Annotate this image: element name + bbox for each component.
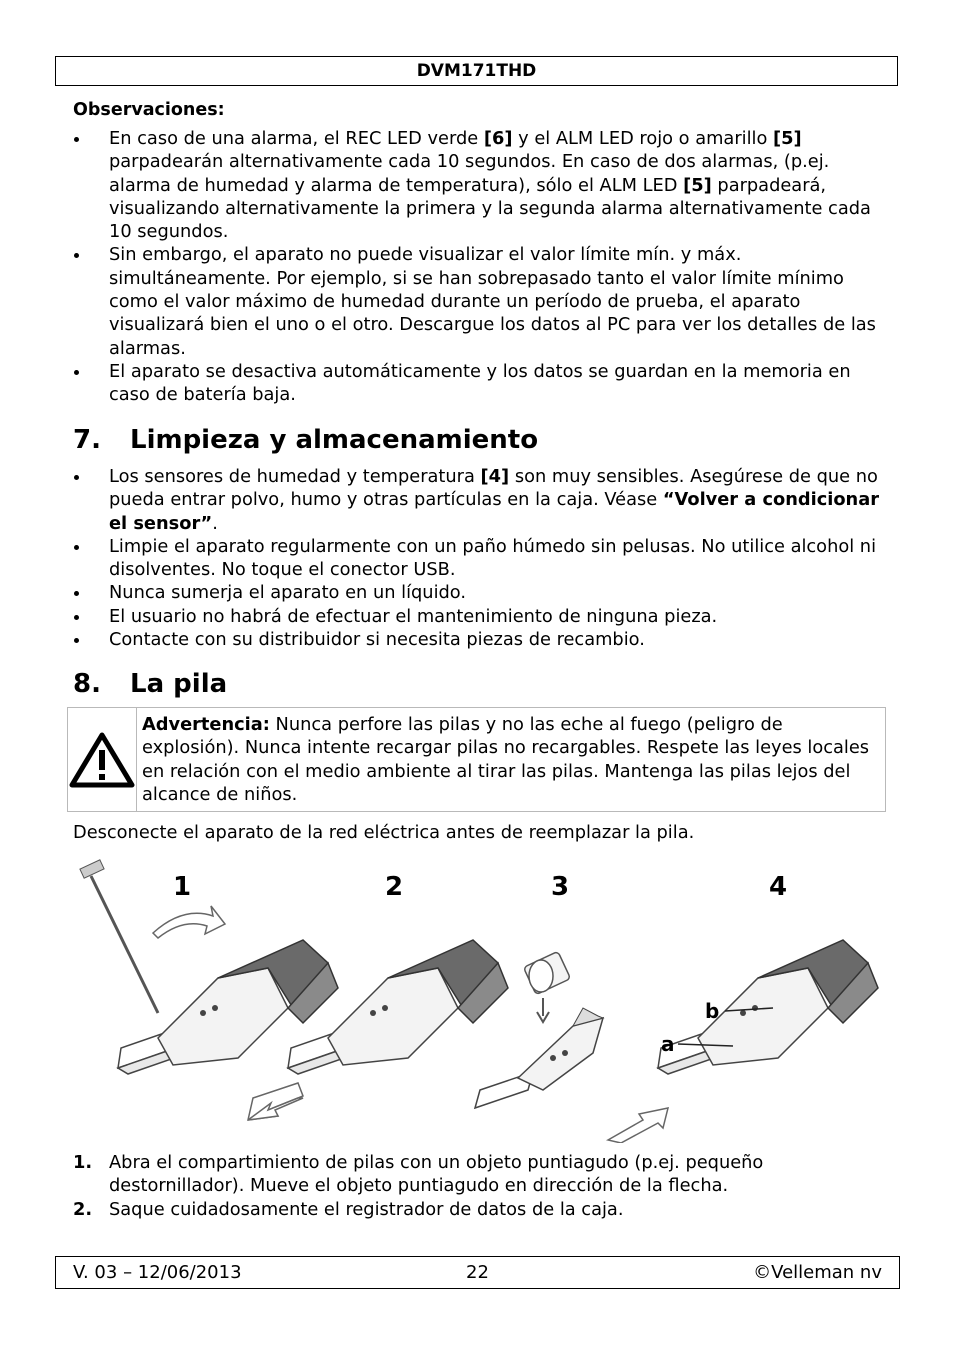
list-item: Sin embargo, el aparato no puede visualizar el valor límite mín. y máx. simultáneamente. Por ejemplo, si se han sobrepasado tanto el valor límite mínimo como el valor máximo de humedad durante un período de prueba, el aparato visualizará bien el uno o el otro. Descargue los datos al PC para ver los detalles de las alarmas. xyxy=(73,243,885,359)
battery-replacement-figure xyxy=(73,858,883,1143)
header-title: DVM171THD xyxy=(416,61,537,81)
observaciones-list xyxy=(73,127,885,407)
list-item: El usuario no habrá de efectuar el mantenimiento de ninguna pieza. xyxy=(73,605,885,628)
list-item: Nunca sumerja el aparato en un líquido. xyxy=(73,581,885,604)
warning-box xyxy=(67,707,886,812)
list-item: El aparato se desactiva automáticamente y los datos se guardan en la memoria en caso de batería baja. xyxy=(73,360,885,407)
list-item: Los sensores de humedad y temperatura [4] son muy sensibles. Asegúrese de que no pueda entrar polvo, humo y otras partículas en la caja. Véase “Volver a condicionar el sensor”. xyxy=(73,465,885,535)
list-item: Limpie el aparato regularmente con un paño húmedo sin pelusas. No utilice alcohol ni disolventes. No toque el conector USB. xyxy=(73,535,885,582)
figure-label-step-4: 4 xyxy=(769,872,788,902)
footer-copyright: ©Velleman nv xyxy=(753,1262,882,1283)
figure-label-step-3: 3 xyxy=(551,872,570,902)
figure-label-step-2: 2 xyxy=(385,872,404,902)
figure-label-step-1: 1 xyxy=(173,872,192,902)
list-item: 2. Saque cuidadosamente el registrador de datos de la caja. xyxy=(73,1198,624,1220)
section-8-heading: 8. La pila xyxy=(73,669,228,699)
battery-steps xyxy=(73,1151,885,1221)
list-item: Contacte con su distribuidor si necesita piezas de recambio. xyxy=(73,628,885,651)
list-item: En caso de una alarma, el REC LED verde [6] y el ALM LED rojo o amarillo [5] parpadearán alternativamente cada 10 segundos. En caso de dos alarmas, (p.ej. alarma de humedad y alarma de temperatura), sólo el ALM LED [5] parpadeará, visualizando alternativamente la primera y la segunda alarma alternativamente cada 10 segundos. xyxy=(73,127,885,243)
footer-version: V. 03 – 12/06/2013 xyxy=(73,1262,242,1283)
warning-triangle-icon xyxy=(68,731,136,789)
figure-label-a: a xyxy=(661,1032,675,1056)
section-7-heading: 7. Limpieza y almacenamiento xyxy=(73,425,539,455)
battery-intro: Desconecte el aparato de la red eléctrica antes de reemplazar la pila. xyxy=(73,822,695,843)
footer-page-number: 22 xyxy=(466,1262,489,1283)
warning-text: Advertencia: Nunca perfore las pilas y no las eche al fuego (peligro de explosión). Nunca intente recargar pilas no recargables. Respete las leyes locales en relación con el medio ambiente al tirar las pilas. Mantenga las pilas lejos del alcance de niños. xyxy=(142,714,870,805)
section-7-list xyxy=(73,465,885,651)
figure-label-b: b xyxy=(705,999,720,1023)
observaciones-title: Observaciones: xyxy=(73,100,225,120)
list-item: 1. Abra el compartimiento de pilas con un objeto puntiagudo (p.ej. pequeño destornillador). Mueve el objeto puntiagudo en dirección de la flecha. xyxy=(73,1152,764,1197)
page-footer xyxy=(55,1256,900,1289)
step-1-illustration xyxy=(80,860,338,1120)
page-header xyxy=(55,56,898,86)
step-4-illustration xyxy=(608,940,878,1143)
